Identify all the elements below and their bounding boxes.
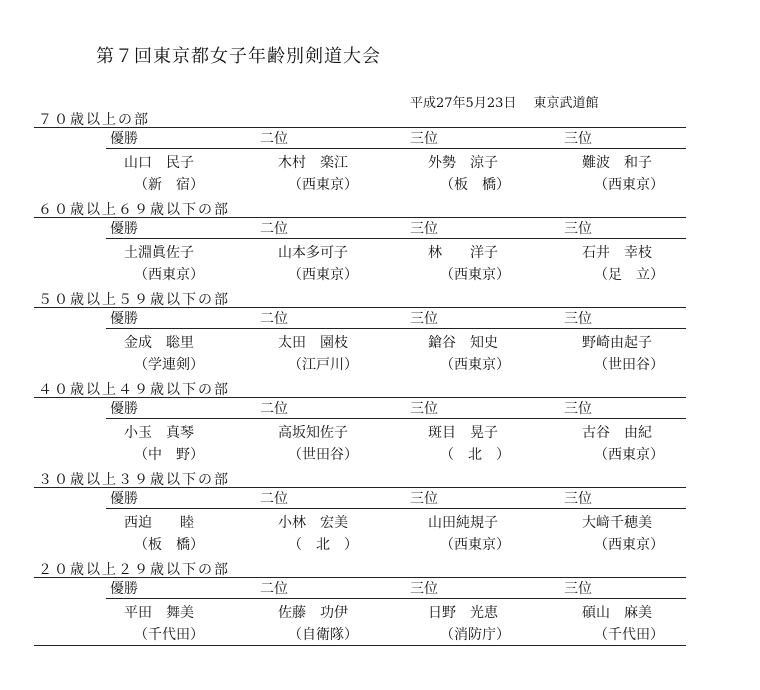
competitor-name: 外勢 涼子 — [428, 155, 498, 171]
division-title: ６０歳以上６９歳以下の部 — [38, 202, 230, 218]
competitor-name: 太田 園枝 — [278, 335, 348, 351]
division-title: ４０歳以上４９歳以下の部 — [38, 382, 230, 398]
competitor-club: （足 立） — [594, 267, 664, 283]
competitor-name: 古谷 由紀 — [582, 425, 652, 441]
competitor-name: 木村 楽江 — [278, 155, 348, 171]
competitor-name: 山本多可子 — [278, 245, 348, 261]
rank-label: 二位 — [260, 311, 288, 327]
competitor-name: 山口 民子 — [124, 155, 194, 171]
rank-label: 三位 — [410, 581, 438, 597]
competitor-club: （板 橋） — [134, 537, 204, 553]
competitor-club: （世田谷） — [288, 447, 358, 463]
competitor-name: 斑目 晃子 — [428, 425, 498, 441]
competitor-name: 高坂知佐子 — [278, 425, 348, 441]
competitor-name: 小玉 真琴 — [124, 425, 194, 441]
bottom-divider — [34, 645, 686, 646]
rank-label: 二位 — [260, 131, 288, 147]
rank-label: 三位 — [564, 401, 592, 417]
competitor-name: 難波 和子 — [582, 155, 652, 171]
competitor-name: 大﨑千穂美 — [582, 515, 652, 531]
competitor-club: （消防庁） — [440, 627, 510, 643]
age-division-section — [34, 378, 686, 468]
competitor-name: 西迫 睦 — [124, 515, 194, 531]
competitor-name: 金成 聡里 — [124, 335, 194, 351]
rank-label: 三位 — [410, 401, 438, 417]
rank-underline — [106, 328, 686, 329]
competitor-name: 碩山 麻美 — [582, 605, 652, 621]
rank-label: 二位 — [260, 221, 288, 237]
competitor-club: （中 野） — [134, 447, 204, 463]
rank-label: 三位 — [564, 581, 592, 597]
competitor-club: （西東京） — [134, 267, 204, 283]
rank-label: 優勝 — [110, 491, 138, 507]
age-division-section — [34, 288, 686, 378]
division-title: ７０歳以上の部 — [38, 112, 150, 128]
rank-underline — [106, 598, 686, 599]
rank-underline — [106, 238, 686, 239]
competitor-club: （西東京） — [594, 447, 664, 463]
competitor-name: 佐藤 功伊 — [278, 605, 348, 621]
competitor-club: （ 北 ） — [440, 447, 510, 463]
rank-label: 優勝 — [110, 401, 138, 417]
competitor-name: 石井 幸枝 — [582, 245, 652, 261]
competitor-name: 日野 光恵 — [428, 605, 498, 621]
rank-label: 三位 — [410, 131, 438, 147]
age-division-section — [34, 558, 686, 648]
competitor-club: （自衛隊） — [288, 627, 358, 643]
rank-label: 優勝 — [110, 221, 138, 237]
rank-label: 三位 — [564, 221, 592, 237]
competitor-name: 小林 宏美 — [278, 515, 348, 531]
competitor-club: （ 北 ） — [288, 537, 358, 553]
rank-label: 三位 — [564, 131, 592, 147]
rank-underline — [106, 508, 686, 509]
competitor-name: 林 洋子 — [428, 245, 498, 261]
competitor-club: （千代田） — [594, 627, 664, 643]
page-title: 第７回東京都女子年齢別剣道大会 — [96, 46, 381, 67]
division-title: ３０歳以上３９歳以下の部 — [38, 472, 230, 488]
age-division-section — [34, 468, 686, 558]
rank-label: 三位 — [564, 491, 592, 507]
rank-label: 優勝 — [110, 311, 138, 327]
rank-label: 三位 — [410, 221, 438, 237]
event-date-venue: 平成27年5月23日 東京武道館 — [410, 96, 599, 111]
rank-label: 二位 — [260, 401, 288, 417]
competitor-club: （西東京） — [288, 177, 358, 193]
competitor-club: （西東京） — [288, 267, 358, 283]
competitor-name: 鎗谷 知史 — [428, 335, 498, 351]
competitor-club: （板 橋） — [440, 177, 510, 193]
competitor-club: （西東京） — [440, 357, 510, 373]
competitor-name: 平田 舞美 — [124, 605, 194, 621]
competitor-name: 野崎由起子 — [582, 335, 652, 351]
competitor-club: （西東京） — [440, 267, 510, 283]
competitor-club: （世田谷） — [594, 357, 664, 373]
rank-label: 優勝 — [110, 131, 138, 147]
rank-label: 三位 — [410, 491, 438, 507]
rank-label: 二位 — [260, 581, 288, 597]
competitor-club: （千代田） — [134, 627, 204, 643]
rank-label: 二位 — [260, 491, 288, 507]
competitor-club: （西東京） — [594, 177, 664, 193]
rank-underline — [106, 418, 686, 419]
rank-label: 三位 — [410, 311, 438, 327]
competitor-club: （新 宿） — [134, 177, 204, 193]
age-division-section — [34, 108, 686, 198]
competitor-club: （江戸川） — [288, 357, 358, 373]
competitor-name: 土淵眞佐子 — [124, 245, 194, 261]
age-division-section — [34, 198, 686, 288]
rank-label: 三位 — [564, 311, 592, 327]
competitor-club: （西東京） — [440, 537, 510, 553]
rank-underline — [106, 148, 686, 149]
division-title: ５０歳以上５９歳以下の部 — [38, 292, 230, 308]
division-title: ２０歳以上２９歳以下の部 — [38, 562, 230, 578]
competitor-club: （西東京） — [594, 537, 664, 553]
competitor-club: （学連剣） — [134, 357, 204, 373]
competitor-name: 山田純規子 — [428, 515, 498, 531]
rank-label: 優勝 — [110, 581, 138, 597]
